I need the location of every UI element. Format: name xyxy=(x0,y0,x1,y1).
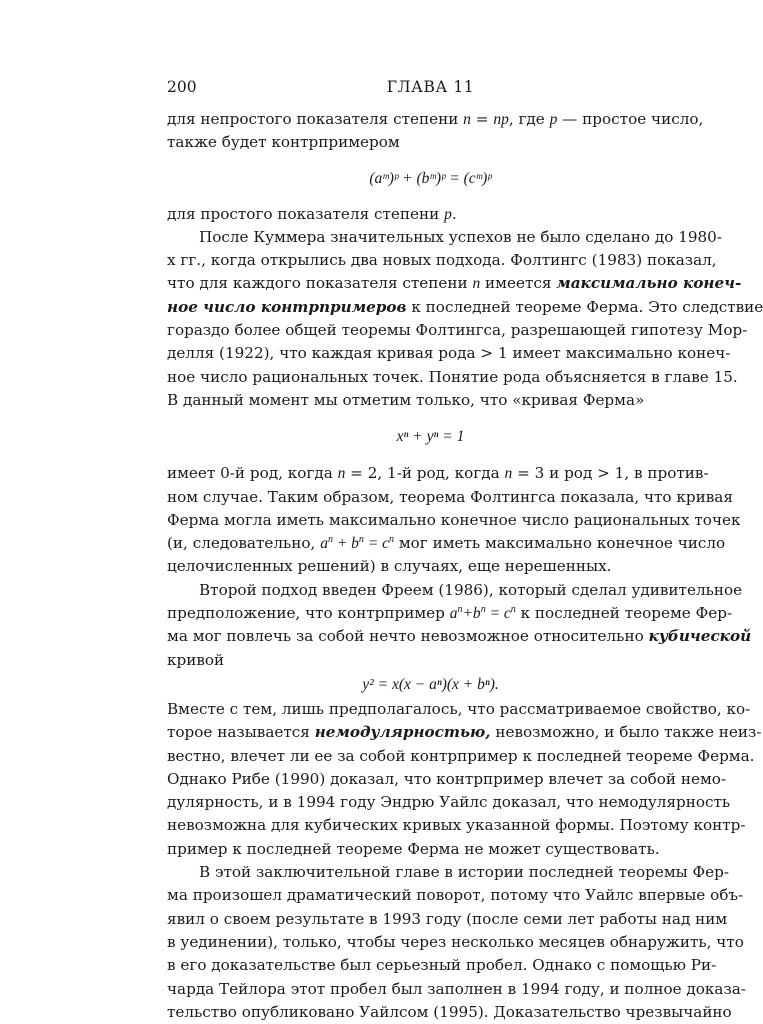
text-line: торое называется немодулярностью, невозможно, и было также неиз- xyxy=(167,723,762,742)
running-header xyxy=(167,78,694,100)
text-line: х гг., когда открылись два новых подхода. Фолтингс (1983) показал, xyxy=(167,251,717,270)
text-line: для непростого показателя степени n = np, где p — простое число, xyxy=(167,110,704,128)
equation: y² = x(x − aⁿ)(x + bⁿ). xyxy=(362,675,499,693)
text-line: также будет контрпримером xyxy=(167,133,400,152)
text-line: для простого показателя степени p. xyxy=(167,204,457,223)
text-line: ном случае. Таким образом, теорема Фолтингса показала, что кривая xyxy=(167,487,733,506)
text-line: Второй подход введен Фреем (1986), который сделал удивительное xyxy=(199,580,743,599)
text-line: невозможна для кубических кривых указанной формы. Поэтому контр- xyxy=(167,816,746,835)
text-line: имеет 0-й род, когда n = 2, 1-й род, когда n = 3 и род > 1, в против- xyxy=(167,464,709,483)
page-number: 200 xyxy=(167,78,197,96)
text-line: В этой заключительной главе в истории последней теоремы Фер- xyxy=(199,863,729,882)
text-line: что для каждого показателя степени n имеется максимально конеч- xyxy=(167,274,742,293)
text-line: В данный момент мы отметим только, что «кривая Ферма» xyxy=(167,390,645,409)
text-line: чарда Тейлора этот пробел был заполнен в 1994 году, и полное доказа- xyxy=(167,979,746,998)
text-line: явил о своем результате в 1993 году (после семи лет работы над ним xyxy=(167,909,728,928)
text-line: ное число рациональных точек. Понятие рода объясняется в главе 15. xyxy=(167,367,738,386)
text-line: тельство опубликовано Уайлсом (1995). Доказательство чрезвычайно xyxy=(167,1002,732,1021)
text-line: пример к последней теореме Ферма не может существовать. xyxy=(167,839,660,858)
text-line: кривой xyxy=(167,650,225,669)
text-line: гораздо более общей теоремы Фолтингса, разрешающей гипотезу Мор- xyxy=(167,321,748,340)
text-line: ма мог повлечь за собой нечто невозможное относительно кубической xyxy=(167,627,752,646)
text-line: предположение, что контрпример $a^n+b^n = c^n$ к последней теореме Фер- xyxy=(167,604,733,623)
text-line: вестно, влечет ли ее за собой контрпример к последней теореме Ферма. xyxy=(167,746,755,765)
text-line: делля (1922), что каждая кривая рода > 1 имеет максимально конеч- xyxy=(167,344,731,363)
text-line: Вместе с тем, лишь предполагалось, что рассматриваемое свойство, ко- xyxy=(167,699,751,718)
text-line: Однако Рибе (1990) доказал, что контрпример влечет за собой немо- xyxy=(167,769,727,788)
equation: xⁿ + yⁿ = 1 xyxy=(396,428,465,446)
chapter-title: ГЛАВА 11 xyxy=(386,78,475,96)
equation: (aᵐ)ᵖ + (bᵐ)ᵖ = (cᵐ)ᵖ xyxy=(369,169,492,187)
text-line: ма произошел драматический поворот, потому что Уайлс впервые объ- xyxy=(167,886,744,905)
text-line: (и, следовательно, $a^n + b^n = c^n$ мог иметь максимально конечное число xyxy=(167,534,726,553)
text-line: ное число контрпримеров к последней теореме Ферма. Это следствие xyxy=(167,297,763,316)
text-line: дулярность, и в 1994 году Эндрю Уайлс доказал, что немодулярность xyxy=(167,793,731,812)
text-line: После Куммера значительных успехов не было сделано до 1980- xyxy=(199,227,722,246)
text-column xyxy=(167,108,763,1024)
text-line: в уединении), только, чтобы через несколько месяцев обнаружить, что xyxy=(167,932,744,951)
text-line: целочисленных решений) в случаях, еще нерешенных. xyxy=(167,557,612,576)
text-line: в его доказательстве был серьезный пробел. Однако с помощью Ри- xyxy=(167,956,717,975)
text-line: Ферма могла иметь максимально конечное число рациональных точек xyxy=(167,510,741,529)
